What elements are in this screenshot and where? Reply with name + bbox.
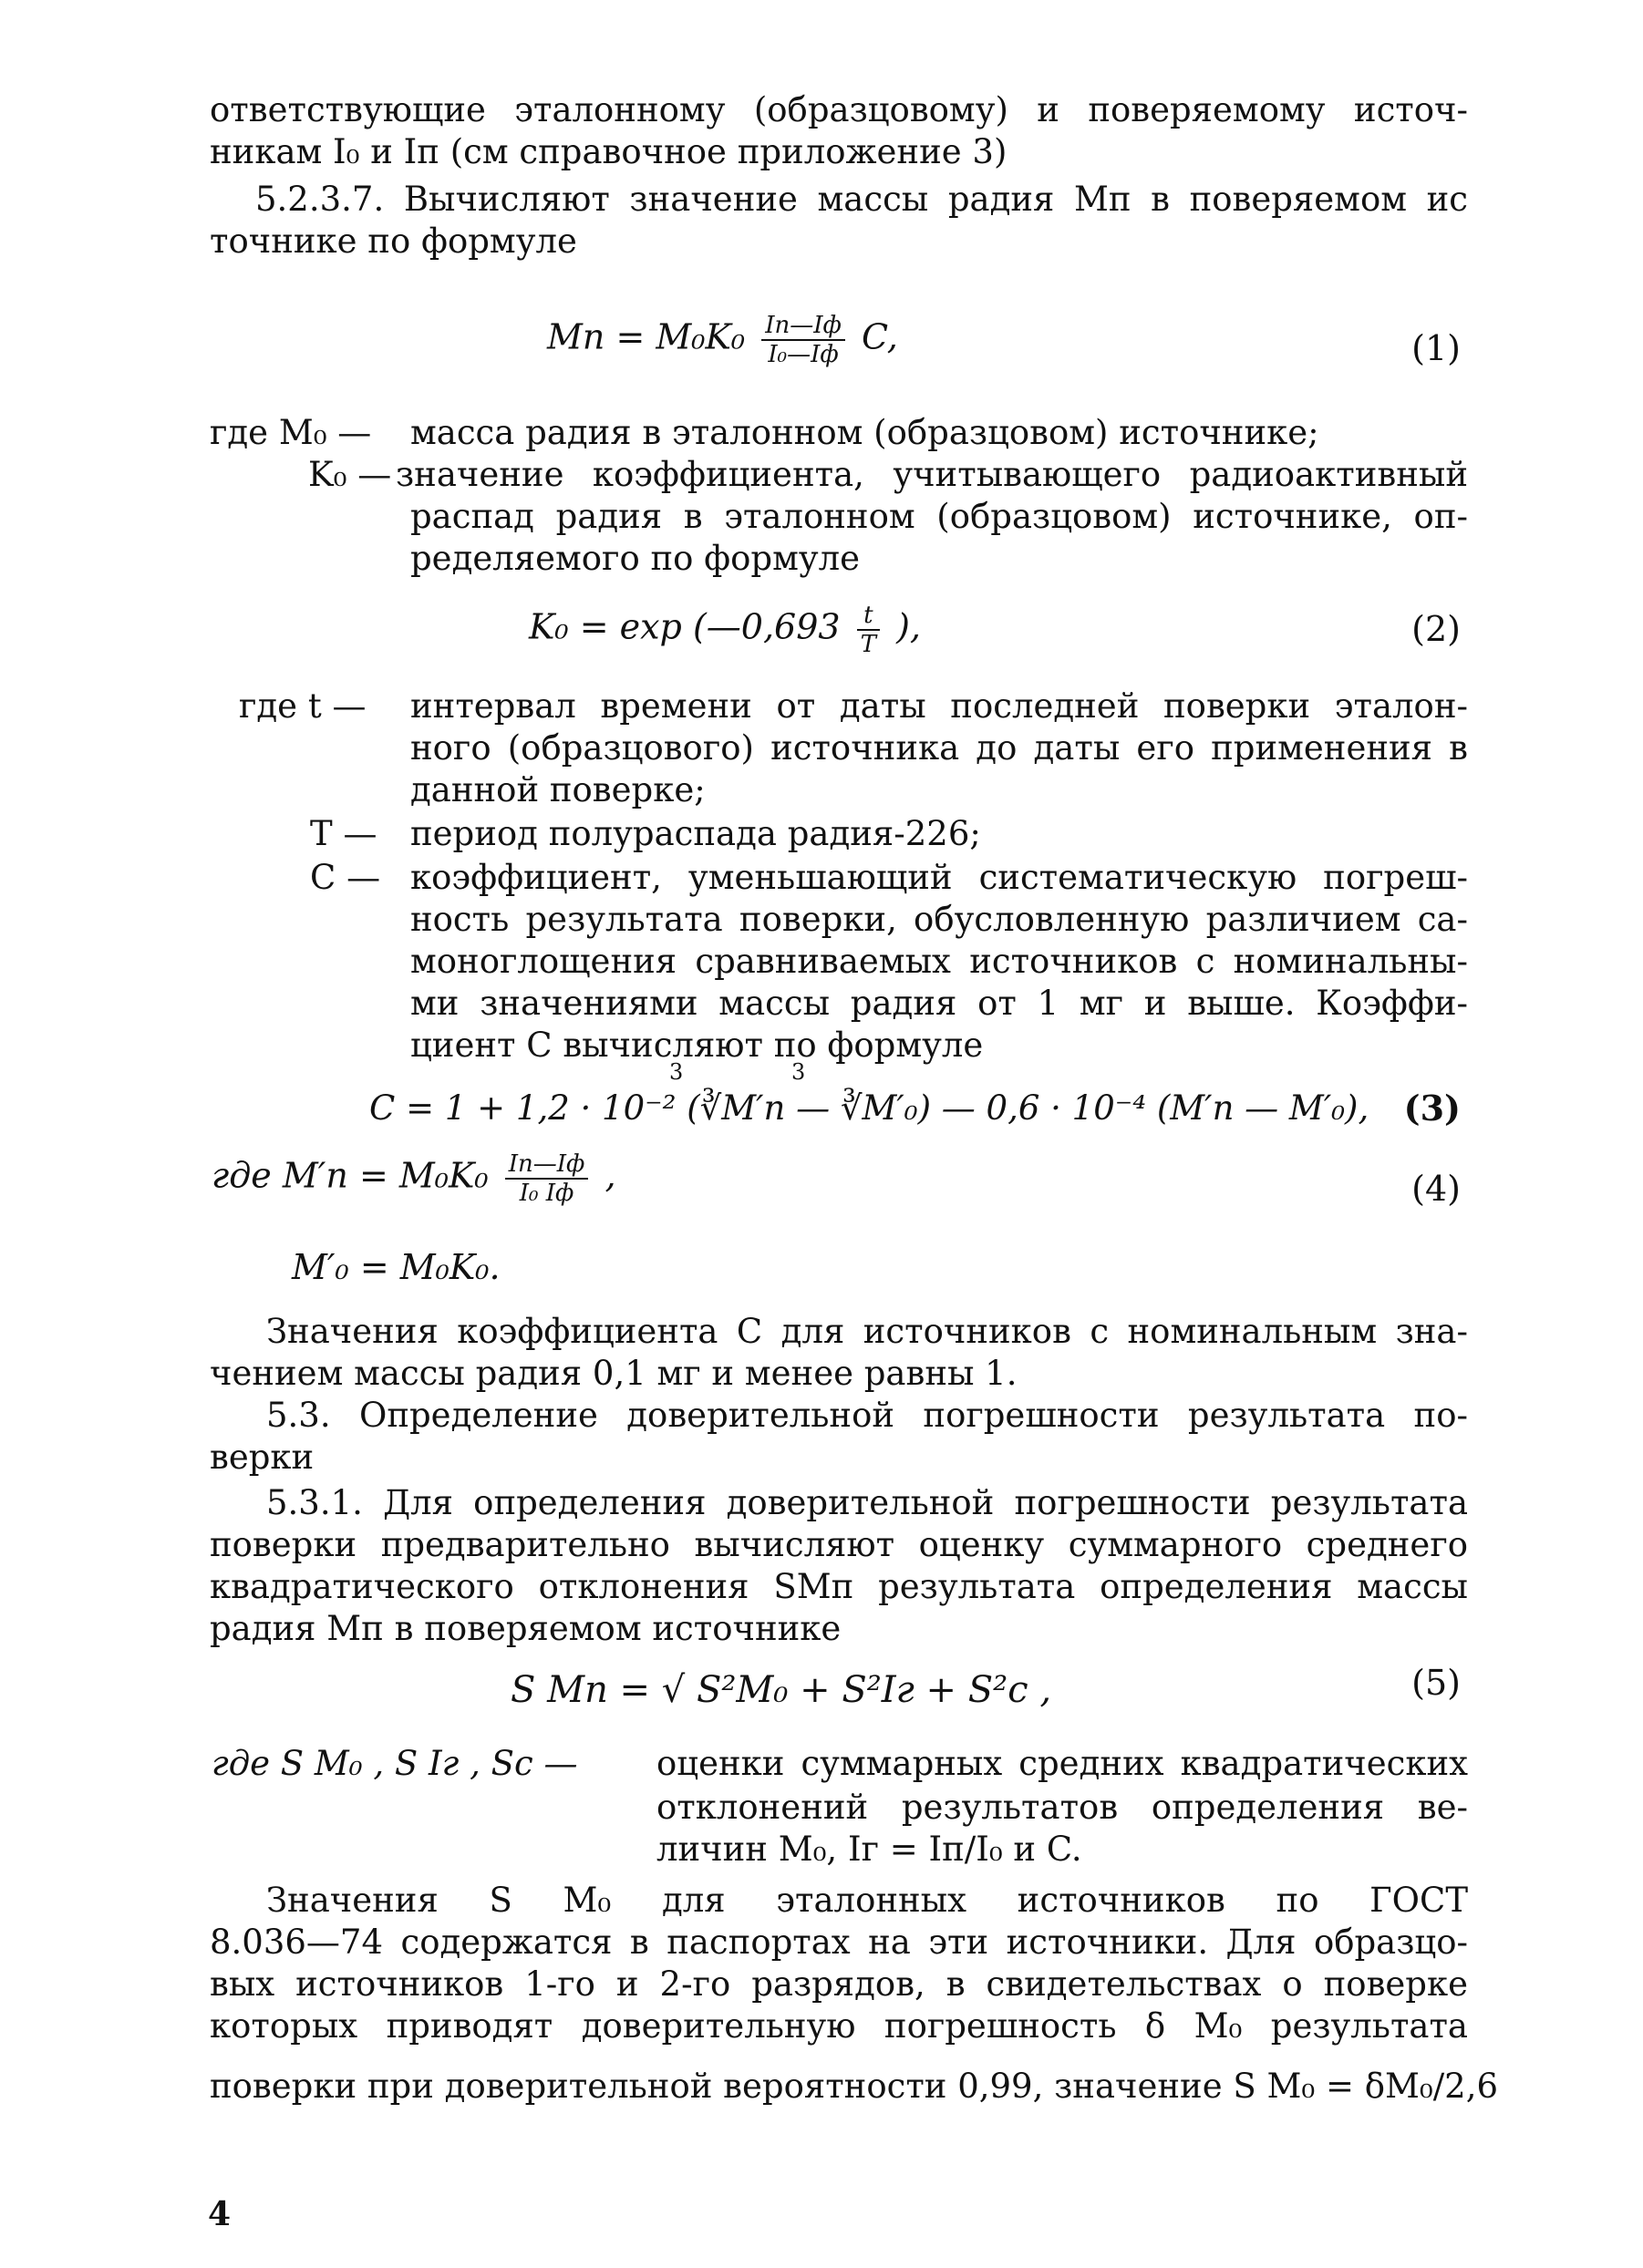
where-C-text: ность результата поверки, обусловленную различием са- xyxy=(410,900,1468,939)
formula-2-numerator: t xyxy=(857,602,880,631)
text-line: 5.3.1. Для определения доверительной погрешности результата xyxy=(266,1483,1468,1522)
formula-4-fraction xyxy=(505,1150,589,1207)
formula-4-rhs: , xyxy=(604,1155,616,1196)
equation-number-3: (3) xyxy=(1403,1088,1461,1129)
where-C-text: коэффициент, уменьшающий систематическую погреш- xyxy=(410,858,1468,897)
formula-2-denominator: T xyxy=(860,631,876,658)
formula-4 xyxy=(212,1150,616,1207)
formula-1 xyxy=(547,312,898,368)
formula-4-denominator: I₀ Iф xyxy=(519,1180,574,1207)
where-C-label: C — xyxy=(310,858,381,897)
page-number: 4 xyxy=(208,2195,232,2233)
section-heading: верки xyxy=(210,1438,315,1477)
where-C-text: моноглощения сравниваемых источников с номинальны- xyxy=(410,942,1468,981)
where-T-text: период полураспада радия-226; xyxy=(410,814,981,853)
equation-number-5: (5) xyxy=(1411,1663,1461,1703)
text-line: Значения S M₀ для эталонных источников по ГОСТ xyxy=(266,1881,1468,1920)
formula-2-fraction xyxy=(857,602,880,658)
text-line: поверки при доверительной вероятности 0,99, значение S M₀ = δM₀/2,6 xyxy=(210,2067,1499,2106)
where-k0-label: K₀ — xyxy=(308,455,392,494)
text-line: радия Mп в поверяемом источнике xyxy=(210,1609,842,1648)
formula-2-text-after: ), xyxy=(896,606,921,647)
text-line: 8.036—74 содержатся в паспортах на эти источники. Для образцо- xyxy=(210,1923,1468,1962)
text-line: 5.2.3.7. Вычисляют значение массы радия Mп в поверяемом ис xyxy=(255,180,1468,219)
formula-1-rhs: C, xyxy=(861,316,898,357)
formula-1-denominator: I₀—Iф xyxy=(768,341,839,368)
formula-1-fraction xyxy=(761,312,845,368)
cube-root-index-1: 3 xyxy=(669,1059,684,1085)
formula-1-lhs: Mп = M₀K₀ xyxy=(547,316,746,357)
formula-2 xyxy=(529,602,921,658)
formula-5: S Mп = √ S²M₀ + S²Iг + S²c , xyxy=(511,1669,1052,1711)
where-T-label: T — xyxy=(310,814,377,853)
where-s-label: где S M₀ , S Iг , Sc — xyxy=(212,1744,578,1783)
equation-number-1: (1) xyxy=(1411,328,1461,368)
text-line: которых приводят доверительную погрешность δ M₀ результата xyxy=(210,2006,1468,2046)
where-s-text: оценки суммарных средних квадратических xyxy=(656,1744,1468,1783)
formula-1-numerator: Iп—Iф xyxy=(761,312,845,341)
equation-number-2: (2) xyxy=(1411,609,1461,649)
formula-4-lhs: где M′п = M₀K₀ xyxy=(212,1155,489,1196)
text-line: вых источников 1-го и 2-го разрядов, в свидетельствах о поверке xyxy=(210,1964,1468,2004)
text-line: точнике по формуле xyxy=(210,222,577,261)
text-line: никам I₀ и Iп (см справочное приложение 3) xyxy=(210,132,1008,171)
text-line: поверки предварительно вычисляют оценку суммарного среднего xyxy=(210,1525,1468,1564)
equation-number-4: (4) xyxy=(1411,1169,1461,1209)
formula-2-text: K₀ = exp (—0,693 xyxy=(529,606,841,647)
where-t-text: данной поверке; xyxy=(410,770,706,809)
where-k0-text: распад радия в эталонном (образцовом) источнике, оп- xyxy=(410,497,1468,536)
where-t-text: ного (образцового) источника до даты его применения в xyxy=(410,728,1468,768)
text-line: квадратического отклонения SMп результата определения массы xyxy=(210,1567,1468,1606)
where-s-text: отклонений результатов определения ве- xyxy=(656,1788,1468,1827)
formula-4-line-2: M′₀ = M₀K₀. xyxy=(292,1247,501,1287)
formula-4-numerator: Iп—Iф xyxy=(505,1150,589,1180)
text-line: Значения коэффициента C для источников с номинальным зна- xyxy=(266,1312,1468,1351)
text-line: чением массы радия 0,1 мг и менее равны 1. xyxy=(210,1354,1018,1393)
text-line: ответствующие эталонному (образцовому) и поверяемому источ- xyxy=(210,90,1468,129)
where-t-text: интервал времени от даты последней поверки эталон- xyxy=(410,686,1468,726)
where-s-text: личин M₀, Iг = Iп/I₀ и C. xyxy=(656,1830,1082,1869)
where-k0-text: значение коэффициента, учитывающего радиоактивный xyxy=(396,455,1468,494)
where-C-text: циент C вычисляют по формуле xyxy=(410,1026,984,1065)
where-C-text: ми значениями массы радия от 1 мг и выше. Коэффи- xyxy=(410,984,1468,1023)
where-t-label: где t — xyxy=(239,686,367,726)
where-m0-text: масса радия в эталонном (образцовом) источнике; xyxy=(410,413,1319,452)
cube-root-index-2: 3 xyxy=(791,1059,806,1085)
formula-3: C = 1 + 1,2 · 10⁻² (∛M′п — ∛M′₀) — 0,6 · 10⁻⁴ (M′п — M′₀), xyxy=(369,1088,1369,1128)
where-m0-label: где M₀ — xyxy=(210,413,372,452)
section-heading: 5.3. Определение доверительной погрешности результата по- xyxy=(266,1396,1468,1435)
where-k0-text: ределяемого по формуле xyxy=(410,539,861,578)
